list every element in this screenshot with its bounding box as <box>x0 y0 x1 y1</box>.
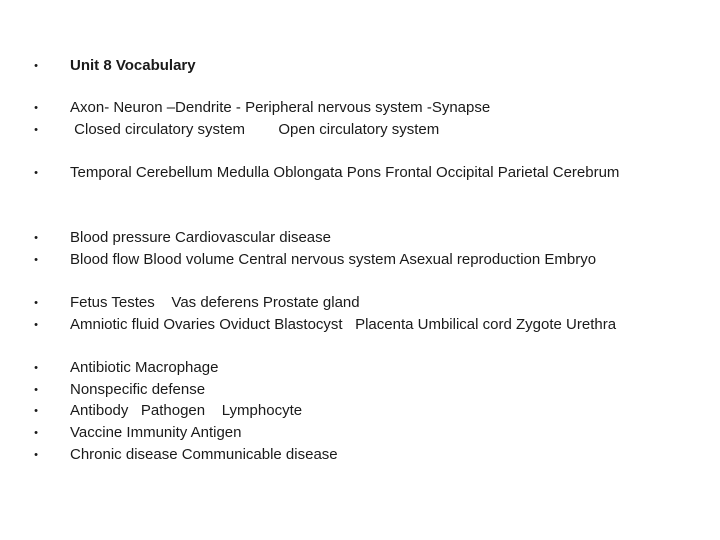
vocabulary-line: Closed circulatory system Open circulatory system <box>70 121 440 138</box>
bullet-icon: • <box>34 384 38 396</box>
bullet-icon: • <box>34 297 38 309</box>
vocabulary-line: Amniotic fluid Ovaries Oviduct Blastocyst Placenta Umbilical cord Zygote Urethra <box>70 316 617 333</box>
vocabulary-line: Axon- Neuron –Dendrite - Peripheral nervous system -Synapse <box>70 99 491 116</box>
slide-title: Unit 8 Vocabulary <box>70 57 196 74</box>
bullet-icon: • <box>34 102 38 114</box>
vocabulary-line: Chronic disease Communicable disease <box>70 446 338 463</box>
vocabulary-line: Fetus Testes Vas deferens Prostate gland <box>70 294 360 311</box>
bullet-icon: • <box>34 427 38 439</box>
vocabulary-line: Blood flow Blood volume Central nervous system Asexual reproduction Embryo <box>70 251 597 268</box>
vocabulary-line: Antibiotic Macrophage <box>70 359 219 376</box>
bullet-icon: • <box>34 449 38 461</box>
bullet-icon: • <box>34 319 38 331</box>
vocabulary-line: Antibody Pathogen Lymphocyte <box>70 402 303 419</box>
bullet-icon: • <box>34 124 38 136</box>
bullet-icon: • <box>34 405 38 417</box>
vocabulary-line: Blood pressure Cardiovascular disease <box>70 229 331 246</box>
bullet-icon: • <box>34 254 38 266</box>
bullet-icon: • <box>34 167 38 179</box>
vocabulary-line: Nonspecific defense <box>70 381 206 398</box>
bullet-icon: • <box>34 362 38 374</box>
bullet-icon: • <box>34 60 38 72</box>
vocabulary-line: Temporal Cerebellum Medulla Oblongata Pons Frontal Occipital Parietal Cerebrum <box>70 164 620 181</box>
bullet-icon: • <box>34 232 38 244</box>
vocabulary-line: Vaccine Immunity Antigen <box>70 424 242 441</box>
